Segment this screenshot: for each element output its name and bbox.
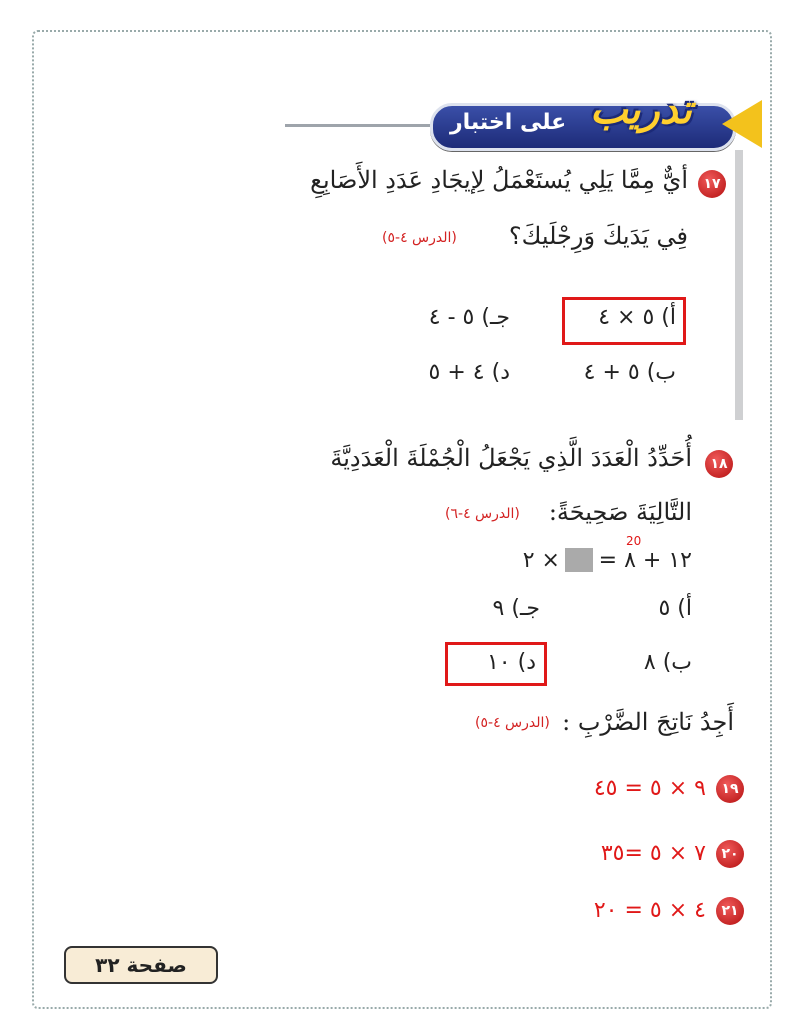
handwritten-note: 20 — [626, 534, 642, 548]
q18-option-a: أ) ٥ — [658, 596, 692, 621]
page-number-label: صفحة ٣٢ — [64, 946, 218, 984]
q17-option-b: ب) ٥ + ٤ — [583, 360, 676, 385]
q17-option-d: د) ٤ + ٥ — [428, 360, 510, 385]
missing-number-box — [565, 548, 593, 572]
q17-line2: فِي يَدَيكَ وَرِجْلَيكَ؟ — [508, 222, 688, 250]
q18-equation-right: × ٢ — [522, 548, 560, 573]
side-bar — [735, 150, 743, 420]
section-lesson-ref: (الدرس ٤-٥) — [475, 715, 550, 731]
banner-arrow-icon — [722, 100, 762, 148]
q18-option-d: د) ١٠ — [486, 650, 536, 675]
section-heading: أَجِدُ نَاتِجَ الضَّرْبِ : — [562, 708, 734, 736]
q17-option-c: جـ) ٥ - ٤ — [428, 305, 510, 330]
banner-title: تدريب — [590, 86, 692, 133]
banner-subtitle: على اختبار — [450, 110, 567, 135]
q18-option-b: ب) ٨ — [643, 650, 692, 675]
question-number-badge: ١٨ — [705, 450, 733, 478]
q18-equation-left: ١٢ + ٨ = — [598, 548, 692, 573]
exercise-number-badge: ٢٠ — [716, 840, 744, 868]
exercise-20-answer: ٧ × ٥ =٣٥ — [600, 841, 706, 866]
q18-line1: أُحَدِّدُ الْعَدَدَ الَّذِي يَجْعَلُ الْجُمْلَةَ الْعَدَدِيَّةَ — [330, 444, 692, 472]
q18-line2: التَّالِيَةَ صَحِيحَةً: — [548, 498, 692, 526]
exercise-21-answer: ٤ × ٥ = ٢٠ — [593, 898, 706, 923]
q17-option-a: أ) ٥ × ٤ — [598, 305, 676, 330]
q18-option-c: جـ) ٩ — [492, 596, 540, 621]
exercise-number-badge: ٢١ — [716, 897, 744, 925]
q17-line1: أيٌّ مِمَّا يَلِي يُستَعْمَلُ لِإيجَادِ عَدَدِ الأَصَابِعِ — [310, 166, 688, 194]
question-number-badge: ١٧ — [698, 170, 726, 198]
exercise-number-badge: ١٩ — [716, 775, 744, 803]
q17-lesson-ref: (الدرس ٤-٥) — [382, 230, 457, 246]
exercise-19-answer: ٩ × ٥ = ٤٥ — [593, 776, 706, 801]
q18-lesson-ref: (الدرس ٤-٦) — [445, 506, 520, 522]
